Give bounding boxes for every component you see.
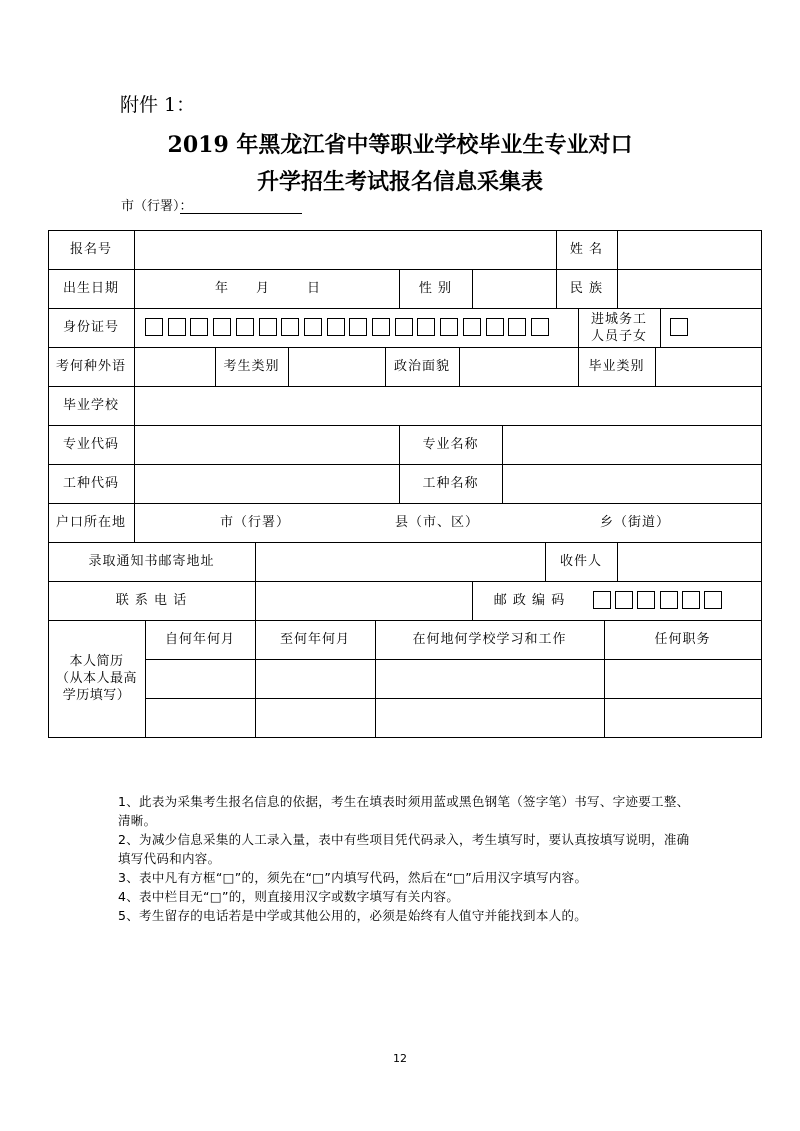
- trade-code-field[interactable]: [135, 464, 399, 503]
- resume-row-1[interactable]: [146, 660, 761, 698]
- id-number-box[interactable]: [190, 318, 208, 336]
- postcode-box[interactable]: [637, 591, 655, 609]
- foreign-language-field[interactable]: [135, 347, 215, 386]
- migrant-children-label: [578, 308, 660, 347]
- migrant-label-line-1: 进城务工: [590, 311, 647, 327]
- id-number-box[interactable]: [486, 318, 504, 336]
- resume-label: [48, 620, 145, 737]
- foreign-language-label: 考何种外语: [55, 359, 126, 374]
- resume-position-header: 任何职务: [654, 632, 711, 647]
- exam-category-label: 考生类别: [223, 359, 280, 374]
- id-number-box[interactable]: [395, 318, 413, 336]
- reg-no-field[interactable]: [135, 230, 556, 269]
- birth-date-label: 出生日期: [62, 281, 119, 296]
- recipient-label: 收件人: [559, 554, 602, 569]
- trade-name-label: 工种名称: [422, 476, 479, 491]
- resume-label-line-3: 学历填写）: [62, 688, 131, 703]
- recipient-field[interactable]: [618, 542, 761, 581]
- resume-where-header: 在何地何学校学习和工作: [412, 632, 567, 647]
- note-1: 1、此表为采集考生报名信息的依据，考生在填表时须用蓝或黑色钢笔（签字笔）书写、字迹要工整、清晰。: [118, 794, 690, 828]
- political-status-field[interactable]: [460, 347, 578, 386]
- graduation-school-field[interactable]: [135, 386, 761, 425]
- postcode-box[interactable]: [704, 591, 722, 609]
- id-number-box[interactable]: [440, 318, 458, 336]
- attachment-label: 附件 1：: [120, 94, 196, 116]
- month-label: 月: [255, 281, 270, 296]
- graduation-category-label: 毕业类别: [588, 359, 645, 374]
- phone-field[interactable]: [256, 581, 472, 620]
- id-number-box[interactable]: [259, 318, 277, 336]
- page-number: 12: [393, 1052, 407, 1065]
- mail-address-label: 录取通知书邮寄地址: [88, 554, 215, 569]
- exam-category-field[interactable]: [289, 347, 385, 386]
- id-number-box[interactable]: [304, 318, 322, 336]
- major-name-label: 专业名称: [422, 437, 479, 452]
- trade-code-label: 工种代码: [62, 476, 119, 491]
- note-4: 4、表中栏目无“□”的，则直接用汉字或数字填写有关内容。: [118, 889, 460, 904]
- ethnicity-label: 民 族: [569, 281, 604, 296]
- id-number-box[interactable]: [281, 318, 299, 336]
- major-code-field[interactable]: [135, 425, 399, 464]
- resume-row-2[interactable]: [146, 699, 761, 737]
- postcode-box[interactable]: [593, 591, 611, 609]
- id-number-box[interactable]: [168, 318, 186, 336]
- gender-field[interactable]: [473, 269, 556, 308]
- trade-name-field[interactable]: [503, 464, 761, 503]
- gender-label: 性 别: [418, 281, 453, 296]
- resume-from-header: 自何年何月: [164, 632, 235, 647]
- id-number-box[interactable]: [531, 318, 549, 336]
- graduation-category-field[interactable]: [656, 347, 761, 386]
- id-number-box[interactable]: [349, 318, 367, 336]
- mail-address-field[interactable]: [256, 542, 545, 581]
- id-number-box[interactable]: [463, 318, 481, 336]
- hukou-label: 户口所在地: [55, 515, 126, 530]
- note-2: 2、为减少信息采集的人工录入量，表中有些项目凭代码录入，考生填写时，要认真按填写说明，准确填写代码和内容。: [118, 832, 690, 866]
- id-number-box[interactable]: [372, 318, 390, 336]
- id-number-label: 身份证号: [62, 320, 119, 335]
- resume-label-line-2: （从本人最高: [55, 671, 137, 686]
- form-title-line-2: 升学招生考试报名信息采集表: [256, 169, 543, 195]
- hukou-township-label: 乡（街道）: [600, 515, 671, 530]
- postcode-box[interactable]: [660, 591, 678, 609]
- id-number-box[interactable]: [327, 318, 345, 336]
- postcode-box[interactable]: [615, 591, 633, 609]
- id-number-box[interactable]: [508, 318, 526, 336]
- year-label: 年: [214, 281, 229, 296]
- name-label: 姓 名: [569, 242, 604, 257]
- phone-label: 联 系 电 话: [115, 593, 188, 608]
- postcode-box[interactable]: [682, 591, 700, 609]
- major-name-field[interactable]: [503, 425, 761, 464]
- ethnicity-field[interactable]: [618, 269, 761, 308]
- migrant-children-box[interactable]: [670, 318, 688, 336]
- political-status-label: 政治面貌: [393, 359, 450, 374]
- instructions: [118, 792, 698, 925]
- form-title-line-1: 2019 年黑龙江省中等职业学校毕业生专业对口: [167, 132, 633, 158]
- id-number-box[interactable]: [417, 318, 435, 336]
- note-3: 3、表中凡有方框“□”的，须先在“□”内填写代码，然后在“□”后用汉字填写内容。: [118, 870, 588, 885]
- resume-label-line-1: 本人简历: [69, 654, 124, 669]
- id-number-box[interactable]: [213, 318, 231, 336]
- graduation-school-label: 毕业学校: [62, 398, 119, 413]
- city-input-line[interactable]: [180, 213, 302, 214]
- resume-to-header: 至何年何月: [279, 632, 350, 647]
- migrant-label-line-2: 人员子女: [590, 328, 647, 344]
- id-number-box[interactable]: [145, 318, 163, 336]
- hukou-city-label: 市（行署）: [219, 515, 290, 530]
- postcode-label: 邮 政 编 码: [493, 593, 566, 608]
- note-5: 5、考生留存的电话若是中学或其他公用的，必须是始终有人值守并能找到本人的。: [118, 908, 588, 923]
- city-label: 市（行署）：: [121, 199, 193, 214]
- id-number-box[interactable]: [236, 318, 254, 336]
- name-field[interactable]: [618, 230, 761, 269]
- hukou-county-label: 县（市、区）: [394, 515, 479, 530]
- day-label: 日: [306, 281, 321, 296]
- major-code-label: 专业代码: [62, 437, 119, 452]
- reg-no-label: 报名号: [69, 242, 112, 257]
